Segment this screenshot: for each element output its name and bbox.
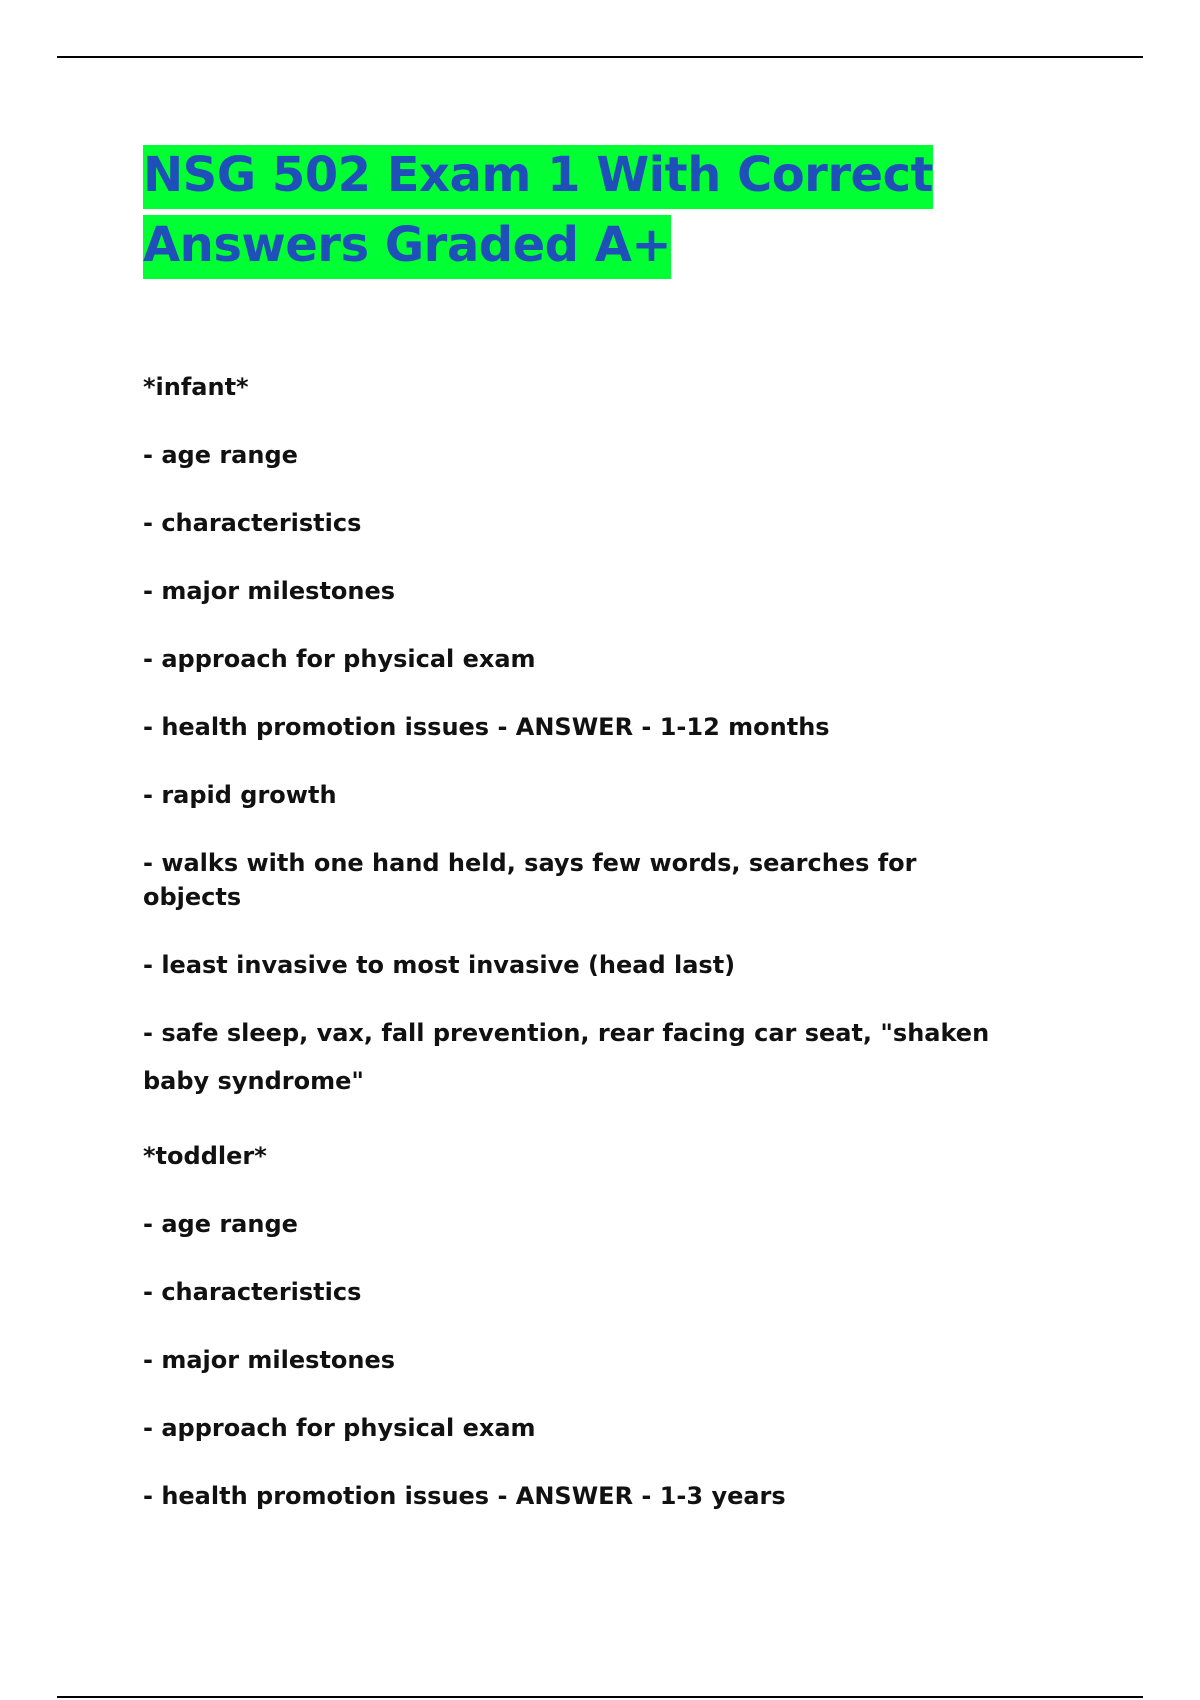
- section-heading-infant: *infant*: [143, 373, 249, 401]
- list-item: - major milestones: [143, 1346, 396, 1374]
- section-heading-toddler: *toddler*: [143, 1142, 267, 1170]
- list-item: - approach for physical exam: [143, 1414, 536, 1442]
- answer-line: - health promotion issues - ANSWER - 1-3 years: [143, 1482, 786, 1510]
- document-body: [143, 370, 1003, 1547]
- title-highlight: NSG 502 Exam 1 With Correct Answers Graded A+: [143, 145, 933, 279]
- page-bottom-rule: [57, 1696, 1143, 1698]
- document-title: [143, 140, 963, 280]
- answer-line: - health promotion issues - ANSWER - 1-12 months: [143, 713, 830, 741]
- list-item: - walks with one hand held, says few words, searches for objects: [143, 849, 917, 911]
- list-item: - approach for physical exam: [143, 645, 536, 673]
- list-item: - rapid growth: [143, 781, 337, 809]
- list-item: - characteristics: [143, 509, 362, 537]
- list-item: - major milestones: [143, 577, 396, 605]
- list-item: - age range: [143, 441, 298, 469]
- list-item: - age range: [143, 1210, 298, 1238]
- page-top-rule: [57, 56, 1143, 58]
- list-item: - least invasive to most invasive (head last): [143, 951, 736, 979]
- list-item: - characteristics: [143, 1278, 362, 1306]
- list-item: - safe sleep, vax, fall prevention, rear facing car seat, "shaken baby syndrome": [143, 1019, 990, 1095]
